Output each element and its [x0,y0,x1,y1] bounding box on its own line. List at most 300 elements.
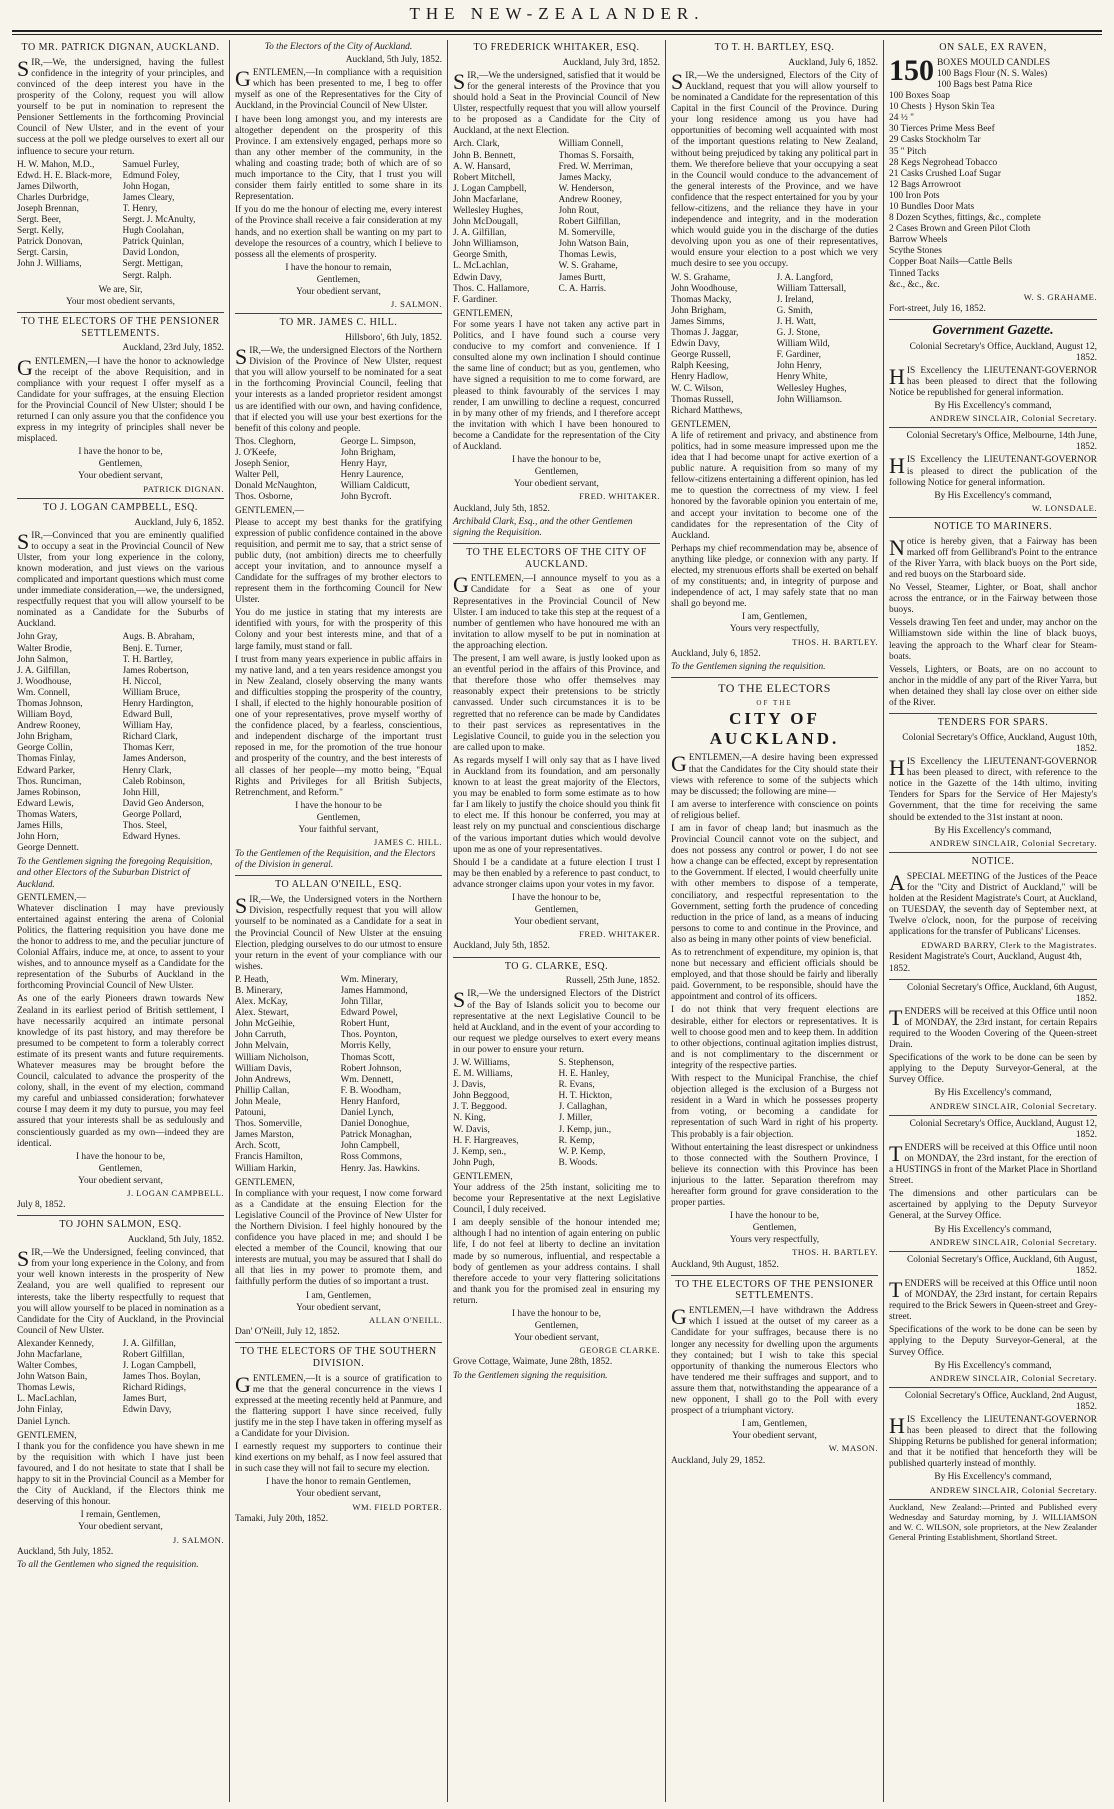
signatory: Thomas Waters, [17,809,78,820]
paragraph: GENTLEMEN,—I announce myself to you as a Candidate for a Seat as one of your Representatives in the Provincial Council of New Ulster. I am induced to take this step at the request of a number of gentlemen who have honoured me with an invitation to allow myself to be put in nomination at the approaching election. [453,572,660,651]
signatory-list [17,160,224,282]
signer-name: ALLAN O'NEILL. [369,1314,442,1325]
signatory: Edward Lewis, [17,798,74,809]
paragraph: SIR,—We, the undersigned Electors of the Northern Division of the Province of New Ulster, request that you will allow yourself to be nominated for a seat in the forthcoming Provincial Council, feeling that your interests as a landed proprietor resident amongst us are identified with our own, and having confidence, that if elected you will use your best exertions for the benefit of this colony and people. [235,344,442,434]
article-heading: NOTICE. [971,855,1015,867]
closing-line: I have the honour to be, [75,1151,166,1162]
article [671,681,878,1271]
signatory: Charles Durbridge, [17,192,89,203]
signatory: Samuel Furley, [122,159,180,170]
closing-line: By His Excellency's command, [934,1360,1052,1371]
signatory: Henry Clark, [122,765,172,776]
ad-item: 100 Bags best Patna Rice [937,79,1033,90]
signatory: Henry. Jas. Hawkins. [340,1163,420,1174]
signatory: David Geo Anderson, [122,798,204,809]
article-separator [889,427,1097,428]
closing-line: I have the honour to be, [511,1309,602,1320]
signatory: J. Miller, [558,1113,593,1124]
signatory: J. Davis, [453,1080,486,1091]
column-3 [448,40,666,1802]
signatory: W. S. Grahame, [671,272,731,283]
closing-line: Gentlemen, [316,812,361,823]
dateline: Auckland, 5th July, 1852. [345,55,442,66]
signatory: Thomas Russell, [671,394,734,405]
salutation: GENTLEMEN,— [235,506,304,517]
ad-item-list [889,53,1097,291]
article-heading: TO T. H. BARTLEY, ESQ. [714,42,835,53]
signatory: John B. Bennett, [453,150,516,161]
signer-name: ANDREW SINCLAIR, Colonial Secretary. [929,1484,1097,1495]
signatory: Sergt. Mettigan, [122,259,183,270]
signatory: Edward Bull, [122,710,173,721]
signatory: Sergt. Kelly, [17,226,64,237]
signer-name: FRED. WHITAKER. [579,929,660,940]
signatory: Sergt. Ralph. [122,270,172,281]
signatory: Andrew Rooney, [17,721,81,732]
paragraph: You do me justice in stating that my interests are identified with yours, for with the prosperity of this Colony and your best interests mine, and that of a large family, must stand or fall. [235,608,442,652]
closing-line: Your obedient servant, [514,917,599,928]
signatory: George Russell, [671,350,731,361]
paragraph: As regards myself I will only say that as I have lived in Auckland from its foundation, and am personally known to at least the great majority of the Electors, you may be enabled to form some estimate as to how far I am likely to justify the choice should you think fit to elect me. If this honour be conferred, you may at least rely on my punctual and conscientious discharge of the various important duties which would devolve upon me as one of your representatives. [453,755,660,855]
paragraph: Notice is hereby given, that a Fairway has been marked off from Gellibrand's Point to the entrance of the River Yarra, with black buoys on the Port side, and red buoys on the Starboard side. [889,534,1097,580]
signatory: Daniel Donoghue, [340,1119,410,1130]
closing-line: I have the honour to remain, [285,262,392,273]
signatory: Thomas Finlay, [17,754,76,765]
signatory: Edward Powel, [340,1008,398,1019]
dateline: Colonial Secretary's Office, Auckland, 6th August, 1852. [906,982,1097,1004]
dateline: Auckland, July 6, 1852. [134,517,224,528]
article-separator [889,713,1097,714]
paragraph: GENTLEMEN,—A desire having been expressed that the Candidates for the City should state their views with reference to some of the subjects which may be discussed; the following are mine— [671,751,878,797]
ad-item: 8 Dozen Scythes, fittings, &c., complete [889,213,1041,224]
paragraph: The present, I am well aware, is justly looked upon as an eventful period in the affairs of this Province, and that therefore those who offer themselves may reasonably expect their pretensions to be strictly canvassed. Under such circumstances it is to be regretted that no reference can be made by Candidates to their past services as representatives in the Legislative Council, to guide you in the selection you are called upon to make. [453,654,660,753]
article [889,323,1097,423]
signatory: William Tattersall, [776,283,847,294]
article-separator [17,1215,224,1216]
signatory: H. F. Hargreaves, [453,1135,519,1146]
paragraph: I trust from many years experience in public affairs in my native land, and a ten years residence amongst you in New Zealand, closely observing the many wants and difficulties stopping the prosperity of the country, I shall, if elected to the highly honourable position of one of your representatives, prove myself worthy of the confidence placed, by a fearless, conscientious, and independent discharge of the important trust reposed in me, for the promotion of the true honour and prosperity of the country, and the best interests of all classes of her people—my motto being, "Equal Rights and Privileges for all British Subjects, Retrenchment, and Reform." [235,654,442,798]
address-note: To all the Gentlemen who signed the requisition. [17,1559,199,1570]
gazette-heading: Government Gazette. [932,323,1054,338]
closing-line: Your obedient servant, [78,471,163,482]
signatory: Patrick Monaghan, [340,1130,412,1141]
signatory: John Henry, [776,361,822,372]
signer-name: ANDREW SINCLAIR, Colonial Secretary. [929,413,1097,424]
signatory: Thos. Somerville, [235,1119,302,1130]
closing-line: I have the honor to be, [78,447,163,458]
salutation: GENTLEMEN, [453,308,513,319]
signatory: James Robinson, [17,787,81,798]
paragraph: In compliance with your request, I now come forward as a Candidate at the ensuing Election for the Legislative Council of the Province of New Ulster for the Northern Division. I feel highly honoured by the confidence you have placed in me; and should I be elected a member of the Council, knowing that our interests are mutual, you may be assured that I shall do all that lies in my power to promote them, and faithfully perform the duties of so important a trust. [235,1188,442,1288]
signatory: Phillip Callan, [235,1085,290,1096]
article-heading: TO THE ELECTORS OF THE PENSIONER SETTLEMENTS. [21,315,220,339]
signatory: Francis Hamilton, [235,1152,303,1163]
dateline: July 8, 1852. [17,1200,66,1211]
closing-line: Gentlemen, [534,1321,579,1332]
signatory: M. Somerville, [558,228,616,239]
salutation: GENTLEMEN, [235,1177,295,1188]
signer-name: W. S. GRAHAME. [1023,291,1097,302]
address-note: To the Gentlemen signing the foregoing Requisition, and other Electors of the Suburban District of Auckland. [17,857,213,890]
closing-line: I am, Gentlemen, [305,1290,372,1301]
paragraph: I am deeply sensible of the honour intended me; although I had no intention of again entering on public life, I do not feel at liberty to decline an invitation made by so numerous, influential, and respectable a body of gentlemen as your address contains. I shall therefore accede to your very flattering solicitations and thank you for the promised zeal in ensuring my return. [453,1218,660,1306]
paragraph: Perhaps my chief recommendation may be, absence of anything like pledge, or connexion with any party. If elected, my strenuous efforts shall be exerted on behalf of my constituents; and, in integrity of purpose and independence of act, I may safely state that no man shall go beyond me. [671,543,878,610]
ad-item: 100 Bags Flour (N. S. Wales) [937,68,1048,79]
closing-line: Your obedient servant, [514,479,599,490]
dateline: Tamaki, July 20th, 1852. [235,1513,329,1524]
signatory: J. A. Gilfillan, [122,1338,176,1349]
closing-line: Your obedient servant, [732,1431,817,1442]
signatory: Robert Johnson, [340,1063,402,1074]
signatory: Caleb Robinson, [122,776,185,787]
article-heading: TO ALLAN O'NEILL, ESQ. [275,879,402,891]
article [17,502,224,1212]
article [17,316,224,494]
article-heading: TO MR. JAMES C. HILL. [279,317,398,329]
paragraph: SIR,—We the undersigned Electors of the District of the Bay of Islands solicit you to become our representative at the next Legislative Council to be held at Auckland, and in the event of your according to our request we pledge ourselves to exert every means in our power to ensure your return. [453,987,660,1055]
signatory-list [235,437,442,504]
signatory: William Davis, [235,1063,292,1074]
closing-line: Your obedient servant, [78,1522,163,1533]
signatory: John Brigham, [671,305,727,316]
address-note: Archibald Clark, Esq., and the other Gentlemen signing the Requisition. [453,516,633,538]
closing-line: By His Excellency's command, [934,1088,1052,1099]
signatory: John Campbell, [340,1141,400,1152]
signatory: John Brigham, [340,447,396,458]
paragraph: HIS Excellency the LIEUTENANT-GOVERNOR has been pleased to direct, with reference to the notice in the Gazette of the 14th ultimo, inviting Tenders for Spars for the Service of Her Majesty's Government, that the time for receiving the same should be extended to the 31st instant at noon. [889,755,1097,823]
closing-line: I am, Gentlemen, [741,612,808,623]
closing-line: Yours very respectfully, [729,1235,820,1246]
signatory: Robert Mitchell, [453,172,515,183]
article [889,521,1097,709]
signatory: James Robertson, [122,665,189,676]
article [17,1219,224,1571]
dateline: Hillsboro', 6th July, 1852. [345,333,442,343]
signatory: Benj. E. Turner, [122,643,183,654]
signatory: Thomas Kerr, [122,743,175,754]
signatory: Edward Parker, [17,765,75,776]
article-heading: TO THE ELECTORS OF THE PENSIONER SETTLEMENTS. [675,1278,874,1302]
signatory: John McGeihie, [235,1019,295,1030]
signatory: Thomas J. Jaggar, [671,328,739,339]
signatory: R. Evans, [558,1080,595,1091]
signatory: Wellesley Hughes, [776,383,847,394]
paragraph: I earnestly request my supporters to continue their kind exertions on my behalf, as I now feel assured that in such case they will not fail to secure my election. [235,1442,442,1475]
dateline: Auckland, 9th August, 1852. [671,1259,779,1270]
signatory: J. A. Gilfillan, [453,228,507,239]
signatory: Edwd. H. E. Black-more, [17,170,113,181]
article [17,42,224,308]
signatory: Robert Gilfillan, [122,1350,185,1361]
signatory: John Salmon, [17,654,69,665]
signatory: F. B. Woodham, [340,1085,402,1096]
signatory: J. W. Williams, [453,1057,511,1068]
signatory: George Smith, [453,250,508,261]
column-1 [12,40,230,1802]
paragraph: SIR,—We the Undersigned, feeling convinced, that from your long experience in the Colony, and from your well known interests in the prosperity of New Zealand, you are well qualified to represent our interests, take the liberty respectfully to request that you will allow yourself to be placed in nomination as a Candidate for the City of Auckland, in the Provincial Council of New Ulster. [17,1246,224,1336]
ad-item: 30 Tierces Prime Mess Beef [889,124,995,135]
article-separator [17,498,224,499]
dateline: Auckland, July 3rd, 1852. [562,57,660,68]
paragraph: HIS Excellency the LIEUTENANT-GOVERNOR is pleased to direct the publication of the following Notice for general information. [889,453,1097,488]
signatory: William Bruce, [122,687,180,698]
signatory: John Macfarlane, [17,1350,83,1361]
paragraph: I do not think that very frequent elections are desirable, either for electors or representatives. It is well to choose good men and to keep them. In addition to other objections, continual agitation implies distrust, and is not complimentary to the discernment or integrity of the respective parties. [671,1005,878,1071]
paragraph: HIS Excellency the LIEUTENANT-GOVERNOR has been pleased to direct that the following Shipping Returns be published for general information; and that it be notified that henceforth they will be published quarterly instead of monthly. [889,1413,1097,1470]
signatory: John Tillar, [340,997,383,1008]
closing-line: Gentlemen, [316,274,361,285]
dateline: Auckland, July 5th, 1852. [453,941,550,952]
signatory: Edwin Davy, [671,339,720,350]
signer-name: W. MASON. [828,1443,878,1454]
paragraph: TENDERS will be received at this Office until noon on MONDAY, the 23rd instant, for the erection of a HUSTINGS in front of the Market Place in Shortland Street. [889,1140,1097,1187]
signatory: N. King, [453,1113,486,1124]
signatory: Wm. Minerary, [340,974,398,985]
article [889,431,1097,513]
ad-item: 29 Casks Stockholm Tar [889,135,981,146]
article-separator [453,543,660,544]
signatory: William Wild, [776,339,830,350]
closing-line: Your obedient servant, [78,1175,163,1186]
paragraph: GENTLEMEN,—In compliance with a requisition which has been presented to me, I beg to offer myself as one of the Representatives for the City of Auckland, in the Provincial Council of New Ulster. [235,66,442,112]
signatory: William Caldicutt, [340,481,410,492]
signatory: H. W. Mahon, M.D., [17,159,95,170]
closing-line: By His Excellency's command, [934,1224,1052,1235]
article [889,1119,1097,1247]
article-heading: To the Electors of the City of Auckland. [264,42,413,52]
closing-line: I remain, Gentlemen, [80,1510,161,1521]
signatory: J. Kemp, sen., [453,1146,507,1157]
signatory: Patouni, [235,1108,266,1119]
ad-item: &c., &c., &c. [889,279,940,290]
ad-item: 21 Casks Crushed Loaf Sugar [889,168,1001,179]
top-rule-thin [12,34,1102,35]
signatory: Ralph Keesing, [671,361,729,372]
signatory: W. Davis, [453,1124,490,1135]
signatory: John Gray, [17,632,58,643]
signer-name: JAMES C. HILL. [373,837,442,848]
closing-line: Gentlemen, [534,467,579,478]
signatory: Wm. Connell, [17,687,70,698]
signatory: Walter Brodie, [17,643,72,654]
signatory: Wellesley Hughes, [453,206,524,217]
address-note: To the Gentlemen of the Requisition, and the Electors of the Division in general. [235,849,436,871]
signatory: Augs. B. Abraham, [122,632,195,643]
dateline: Colonial Secretary's Office, Auckland, 6th August, 1852. [906,1254,1097,1276]
dateline: Auckland, July 5th, 1852. [453,503,550,514]
signatory: A. W. Hansard, [453,161,511,172]
column-4 [666,40,884,1802]
signatory: Patrick Quinlan, [122,237,184,248]
signatory: Patrick Donovan, [17,237,83,248]
signatory: John Woodhouse, [671,283,738,294]
signatory: Edmund Foley, [122,170,180,181]
paragraph: TENDERS will be received at this Office until noon of MONDAY, the 23rd instant, for certain Repairs required to the Brick Sewers in Queen-street and Grey-street. [889,1276,1097,1323]
paragraph: With respect to the Municipal Franchise, the chief objection alleged is the exclusion of a Burgess not resident in a Ward in which he possesses property from voting, or becoming a candidate for representation of such Ward in right of his property. This probably is a fair objection. [671,1074,878,1140]
signatory: William Boyd, [17,710,73,721]
signatory: Richard Ridings, [122,1383,187,1394]
signatory-list [17,632,224,854]
signatory: Fred. W. Merriman, [558,161,633,172]
signatory: T. Henry, [122,204,158,215]
signatory-list [17,1339,224,1428]
signatory: John Hill, [122,787,160,798]
paragraph: As one of the early Pioneers drawn towards New Zealand in its earliest period of British settlement, I have necessarily acquired an intimate personal knowledge of its past history, and may therefore be presumed to be competent to form a tolerably correct estimate of its present wants and future requirements. Whatever measures may be brought before the Council, calculated to advance the prosperity of the colony, shall, in the event of my election, command my careful and unbiassed consideration; forwhatever course I may deem it my duty to pursue, you may feel assured that your interests shall be as sedulously and conscientiously guarded as my own—indeed they are identical. [17,994,224,1149]
article-separator [889,319,1097,320]
article [889,1391,1097,1495]
closing-line: Gentlemen, [98,459,143,470]
closing-line: I have the honour to be, [511,893,602,903]
paragraph: HIS Excellency the LIEUTENANT-GOVERNOR has been pleased to direct that the following Notice be republished for general information. [889,363,1097,398]
article [889,856,1097,975]
article-heading: TENDERS FOR SPARS. [937,717,1049,729]
paragraph: Vessels drawing Ten feet and under, may anchor on the Williamstown side within the line of black buoys, leaving the approach to the Wharf clear for Steam-boats. [889,618,1097,662]
article-separator [889,852,1097,853]
ad-item: 12 Bags Arrowroot [889,179,961,190]
signatory: Sergt. Carsin, [17,248,69,259]
paragraph: SIR,—We the undersigned, satisfied that it would be for the general interests of the Province that you should hold a Seat in the Provincial Council of New Ulster, respectfully request that you will allow yourself to be proposed as a Candidate for the City of Auckland, at the next Election. [453,68,660,137]
dateline: Russell, 25th June, 1852. [565,976,660,987]
article [235,317,442,871]
signatory [17,271,119,282]
ad-item: 24 ½ " [889,113,914,124]
signatory: Sergt. J. McAnulty, [122,215,196,226]
signatory: James Simms, [671,316,725,327]
signer-name: W. LONSDALE. [1031,502,1097,513]
signatory: J. Logan Campbell, [122,1361,196,1372]
signatory: Alexander Kennedy, [17,1338,94,1349]
signatory: Morris Kelly, [340,1041,391,1052]
signatory: James Dilworth, [17,181,79,192]
article [453,961,660,1382]
paragraph: GENTLEMEN,—It is a source of gratification to me that the general concurrence in the views I expressed at the meeting recently held at Panmure, and the flattering support I have since received, fully justify me in the step I have taken in offering myself as a Candidate for your Division. [235,1371,442,1440]
article-heading: ON SALE, EX RAVEN, [939,42,1047,53]
signatory: John Andrews, [235,1074,291,1085]
paragraph: GENTLEMEN,—I have the honor to acknowledge the receipt of the above Requisition, and in compliance with your request I offer myself as a Candidate for your suffrages, at the ensuing Election for the Provincial Council of New Ulster; should I be returned I can only assure you that the confidence you express in my integrity of principles shall never be misplaced. [17,354,224,445]
article-heading-large: CITY OF AUCKLAND. [709,709,840,749]
signatory: James Thos. Boylan, [122,1372,201,1383]
ad-item: 35 " Pitch [889,146,927,157]
paragraph: TENDERS will be received at this Office until noon of MONDAY, the 23rd instant, for certain Repairs required to the Wooden Covering of the Queen-street Drain. [889,1004,1097,1051]
signatory: James Marston, [235,1130,294,1141]
signatory: Joseph Brennan, [17,204,79,215]
ad-item: 100 Iron Pots [889,190,940,201]
closing-line: I have the honour to be, [511,455,602,466]
paragraph: The dimensions and other particulars can be ascertained by applying to the Deputy Surveyor General, at the Survey Office. [889,1189,1097,1222]
signatory: G. Smith, [776,305,813,316]
signatory: Walter Pell, [235,470,280,481]
signatory: John J. Williams, [17,259,82,270]
signatory: John Melvain, [235,1041,289,1052]
paragraph: GENTLEMEN,—I have withdrawn the Address which I issued at the outset of my career as a Candidate for your suffrages, because there is no longer any necessity for dwelling upon the arguments they contained; but I wish to take this special opportunity of thanking the numerous Electors who have tendered me their suffrages and support, and to assure them that, notwithstanding the appearance of a new opponent, I shall go to the Poll with every prospect of a triumphant victory. [671,1304,878,1417]
signatory: B. Woods. [558,1157,598,1168]
paragraph: No Vessel, Steamer, Lighter, or Boat, shall anchor across the entrance, or in the Fairway between those buoys. [889,583,1097,616]
paragraph: Whatever disclination I may have previously entertained against entering the arena of Colonial Politics, the flattering requisition you have done me the honor to address to me, and the peculiar juncture of Colonial Affairs, induce me, at once, to assent to your wishes, and to announce myself as a Candidate for the representation of the Suburbs of Auckland in the forthcoming Provincial Council of New Ulster. [17,903,224,992]
signatory: Thos. Cleghorn, [235,436,296,447]
article-heading: TO JOHN SALMON, ESQ. [59,1219,182,1231]
signatory-list [671,273,878,417]
article [235,42,442,309]
signatory: J. O'Keefe, [235,447,277,458]
signatory: Henry Hardington, [122,699,194,710]
signatory: Thomas Lewis, [558,250,617,261]
signatory-list [235,975,442,1175]
article-separator [889,1115,1097,1116]
dateline: Colonial Secretary's Office, Auckland, August 10th, 1852. [902,732,1097,755]
paragraph: SIR,—We the undersigned, Electors of the City of Auckland, request that you will allow yourself to be nominated a Candidate for the representation of this Capital in the first Council of the Province. During your long residence among us you have had opportunities of becoming well acquainted with most of the important questions relating to New Zealand, without being prejudiced by taking any political part in them. We therefore believe that your occupying a seat in the Council would conduce to the advancement of the general interests of the Province, and we have confidence that the respect entertained for you by your fellow-citizens, and the reliance they have in your independence and integrity, and in the moderation which would guide you in the discharge of the duties devolving upon you as one of their representatives, would ensure your election to a post which we very much desire to see you occupy. [671,68,878,270]
ad-item: Scythe Stones [889,246,942,257]
dateline: Colonial Secretary's Office, Auckland, August 12, 1852. [909,341,1097,363]
signatory: W. S. Grahame, [558,261,618,272]
signatory: W. P. Kemp, [558,1146,606,1157]
dateline: Dan' O'Neill, July 12, 1852. [235,1326,340,1337]
signatory: William Connell, [558,139,624,150]
article-heading-of: OF THE [756,699,793,708]
article [671,1279,878,1467]
article [235,879,442,1338]
signatory: Henry Laurence, [340,470,404,481]
paragraph: I am averse to interference with conscience on points of religious belief. [671,799,878,821]
ad-item: Copper Boat Nails—Cattle Bells [889,257,1013,268]
signatory: Robert Gilfillan, [558,217,621,228]
salutation: GENTLEMEN,— [17,892,86,903]
signatory: Arch. Clark, [453,139,500,150]
signatory: Edwin Davy, [122,1405,172,1416]
ad-item: 10 Chests } Hyson Skin Tea [889,102,995,113]
paragraph: Specifications of the work to be done can be seen by applying to the Deputy Surveyor-General, at the Survey Office. [889,1053,1097,1086]
signatory: T. H. Bartley, [122,654,174,665]
closing-line: Gentlemen, [534,905,579,916]
signatory: John Pugh, [453,1157,495,1168]
ad-quantity: 150 [889,53,934,87]
columns-container [12,40,1104,1802]
signatory: Alex. McKay, [235,997,288,1008]
signatory: Edward Hynes. [122,832,181,843]
ad-item: Barrow Wheels [889,235,948,246]
signatory: Henry Hadlow, [671,372,729,383]
article-separator [235,313,442,314]
paragraph: SIR,—We, the undersigned, having the fullest confidence in the integrity of your principles, and convinced of the deep interest you have in the prosperity of the Colony, request you will allow yourself to be put in nomination to represent the Pensioner Settlements in the forthcoming Provincial Council of New Ulster, and in the event of your success at the poll we pledge ourselves to exert all our influence to secure your return. [17,55,224,157]
signatory: Walter Combes, [17,1361,78,1372]
signatory: Edwin Davy, [453,272,502,283]
signer-name: ANDREW SINCLAIR, Colonial Secretary. [929,1100,1097,1111]
paragraph: I have been long amongst you, and my interests are altogether dependent on the prosperity of this Province. I am extensively engaged, perhaps more so than any other member of the community, in the whaling and coasting trade; both of which are of so much importance to the City, that I trust you will consider them fairly entitled to some share in its Representation. [235,114,442,203]
signatory: E. M. Williams, [453,1069,513,1080]
paragraph: Without entertaining the least disrespect or unkindness to those connected with the Southern Province, I believe its connection with this Province has been injurious to the latter. Separation therefrom may hereafter form ground for grave consideration to the proper parties. [671,1142,878,1209]
signatory: James Macky, [558,172,612,183]
article [671,42,878,673]
signatory: John Watson Bain, [558,239,629,250]
signatory: James Anderson, [122,754,187,765]
signatory: F. Gardiner, [776,350,821,361]
salutation: GENTLEMEN, [453,1171,513,1182]
signatory: H. T. Hickton, [558,1091,613,1102]
signatory: John Carruth, [235,1030,287,1041]
signatory: John Bycroft. [340,492,392,503]
signatory: John Horn, [17,832,59,843]
closing-line: Your obedient servant, [296,1302,381,1313]
closing-line: Your obedient servant, [296,1489,381,1500]
article-heading: TO THE ELECTORS OF THE SOUTHERN DIVISION. [240,1345,437,1369]
signatory: James Hammond, [340,986,408,996]
ad-item: 28 Kegs Negrohead Tobacco [889,157,998,168]
article [889,983,1097,1111]
signatory: J. T. Beggood. [453,1102,508,1113]
signatory: Donald McNaughton, [235,481,317,492]
signatory: William Hay, [122,721,173,732]
paragraph: Specifications of the work to be done can be seen by applying to the Deputy Surveyor-General, at the Survey Office. [889,1325,1097,1358]
signatory: J. Ireland, [776,294,814,305]
